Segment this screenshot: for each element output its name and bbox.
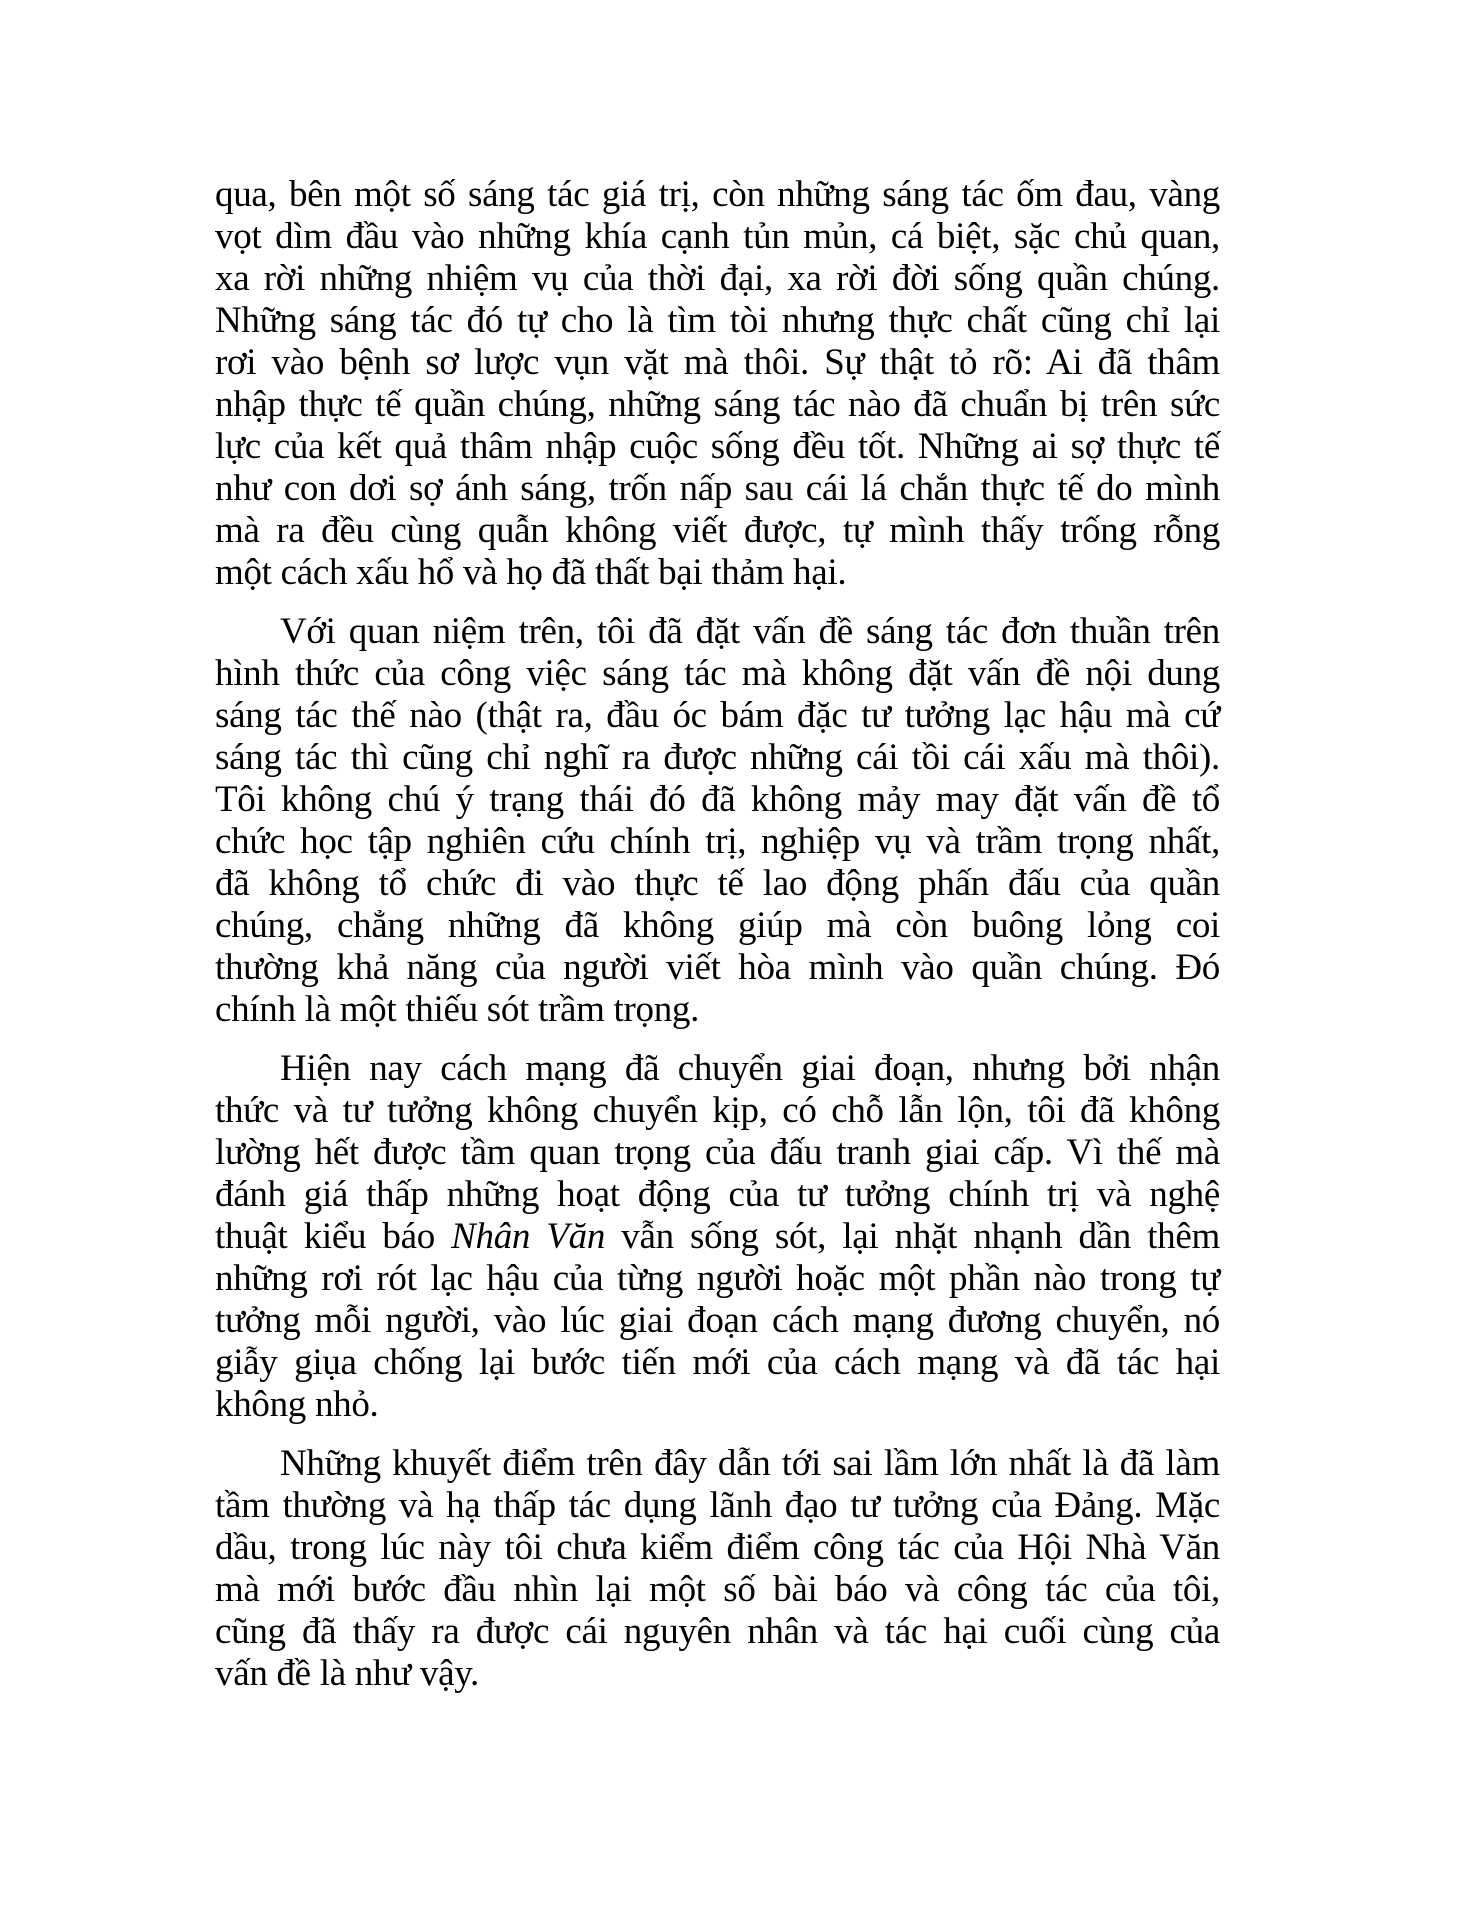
text-line (215, 258, 1220, 300)
text-segment: chúng, chẳng những đã không giúp mà còn buông lỏng coi (215, 905, 1220, 946)
text-line (215, 695, 1220, 737)
paragraph (215, 1048, 1220, 1426)
text-segment: xa rời những nhiệm vụ của thời đại, xa rời đời sống quần chúng. (215, 258, 1220, 299)
text-line (215, 947, 1220, 989)
text-line (215, 1569, 1220, 1611)
text-segment: sáng tác thế nào (thật ra, đầu óc bám đặc tư tưởng lạc hậu mà cứ (215, 695, 1220, 736)
text-segment: Với quan niệm trên, tôi đã đặt vấn đề sáng tác đơn thuần trên (280, 611, 1220, 652)
text-segment: vấn đề là như vậy. (215, 1653, 479, 1694)
text-line (215, 1653, 1220, 1695)
text-segment: Những sáng tác đó tự cho là tìm tòi nhưng thực chất cũng chỉ lại (215, 300, 1220, 341)
text-segment: chức học tập nghiên cứu chính trị, nghiệp vụ và trầm trọng nhất, (215, 821, 1220, 862)
text-segment: Tôi không chú ý trạng thái đó đã không mảy may đặt vấn đề tổ (215, 779, 1220, 820)
text-segment: lường hết được tầm quan trọng của đấu tranh giai cấp. Vì thế mà (215, 1132, 1220, 1173)
paragraph (215, 611, 1220, 1031)
paragraph (215, 174, 1220, 594)
text-line (215, 1485, 1220, 1527)
text-line (215, 1258, 1220, 1300)
text-segment: lực của kết quả thâm nhập cuộc sống đều tốt. Những ai sợ thực tế (215, 426, 1220, 467)
text-segment: hình thức của công việc sáng tác mà không đặt vấn đề nội dung (215, 653, 1220, 694)
text-segment: Những khuyết điểm trên đây dẫn tới sai lầm lớn nhất là đã làm (280, 1443, 1220, 1484)
text-segment: không nhỏ. (215, 1384, 379, 1425)
text-segment: qua, bên một số sáng tác giá trị, còn những sáng tác ốm đau, vàng (215, 174, 1220, 215)
text-segment: sáng tác thì cũng chỉ nghĩ ra được những cái tồi cái xấu mà thôi). (215, 737, 1220, 778)
text-line (215, 779, 1220, 821)
text-line (215, 1384, 1220, 1426)
text-segment: những rơi rót lạc hậu của từng người hoặc một phần nào trong tự (215, 1258, 1220, 1299)
text-line (215, 821, 1220, 863)
text-line (215, 863, 1220, 905)
text-line (215, 1048, 1220, 1090)
text-segment: chính là một thiếu sót trầm trọng. (215, 989, 700, 1030)
text-line (215, 1611, 1220, 1653)
text-segment: cũng đã thấy ra được cái nguyên nhân và tác hại cuối cùng của (215, 1611, 1220, 1652)
text-segment: rơi vào bệnh sơ lược vụn vặt mà thôi. Sự thật tỏ rõ: Ai đã thâm (215, 342, 1220, 383)
text-line (215, 653, 1220, 695)
text-segment: mà mới bước đầu nhìn lại một số bài báo và công tác của tôi, (215, 1569, 1220, 1610)
text-line (215, 1090, 1220, 1132)
text-line (215, 216, 1220, 258)
text-line (215, 1174, 1220, 1216)
text-segment: giẫy giụa chống lại bước tiến mới của cách mạng và đã tác hại (215, 1342, 1220, 1383)
text-segment: đánh giá thấp những hoạt động của tư tưởng chính trị và nghệ (215, 1174, 1220, 1215)
text-segment: dầu, trong lúc này tôi chưa kiểm điểm công tác của Hội Nhà Văn (215, 1527, 1220, 1568)
text-segment: Hiện nay cách mạng đã chuyển giai đoạn, nhưng bởi nhận (280, 1048, 1220, 1089)
text-line (215, 300, 1220, 342)
text-segment: thường khả năng của người viết hòa mình vào quần chúng. Đó (215, 947, 1220, 988)
italic-text: Nhân Văn (451, 1216, 606, 1257)
text-line (215, 468, 1220, 510)
text-line (215, 1527, 1220, 1569)
text-segment: thức và tư tưởng không chuyển kịp, có chỗ lẫn lộn, tôi đã không (215, 1090, 1220, 1131)
text-line (215, 989, 1220, 1031)
text-segment: một cách xấu hổ và họ đã thất bại thảm hại. (215, 552, 847, 593)
text-segment: đã không tổ chức đi vào thực tế lao động phấn đấu của quần (215, 863, 1220, 904)
text-segment: như con dơi sợ ánh sáng, trốn nấp sau cái lá chắn thực tế do mình (215, 468, 1220, 509)
text-segment: thuật kiểu báo (215, 1216, 452, 1257)
text-segment: tầm thường và hạ thấp tác dụng lãnh đạo tư tưởng của Đảng. Mặc (215, 1485, 1220, 1526)
paragraph (215, 1443, 1220, 1695)
text-line (215, 510, 1220, 552)
text-line (215, 174, 1220, 216)
text-line (215, 552, 1220, 594)
text-line (215, 426, 1220, 468)
text-line (215, 737, 1220, 779)
text-line (215, 1342, 1220, 1384)
text-line (215, 1300, 1220, 1342)
text-line (215, 1132, 1220, 1174)
text-line (215, 384, 1220, 426)
text-segment: nhập thực tế quần chúng, những sáng tác nào đã chuẩn bị trên sức (215, 384, 1220, 425)
text-segment: vẫn sống sót, lại nhặt nhạnh dần thêm (605, 1216, 1220, 1257)
text-segment: vọt dìm đầu vào những khía cạnh tủn mủn, cá biệt, sặc chủ quan, (215, 216, 1220, 257)
text-line (215, 611, 1220, 653)
text-line (215, 342, 1220, 384)
text-segment: tưởng mỗi người, vào lúc giai đoạn cách mạng đương chuyển, nó (215, 1300, 1220, 1341)
text-line (215, 1216, 1220, 1258)
text-line (215, 905, 1220, 947)
page-text (215, 174, 1220, 1695)
text-line (215, 1443, 1220, 1485)
text-segment: mà ra đều cùng quẫn không viết được, tự mình thấy trống rỗng (215, 510, 1220, 551)
